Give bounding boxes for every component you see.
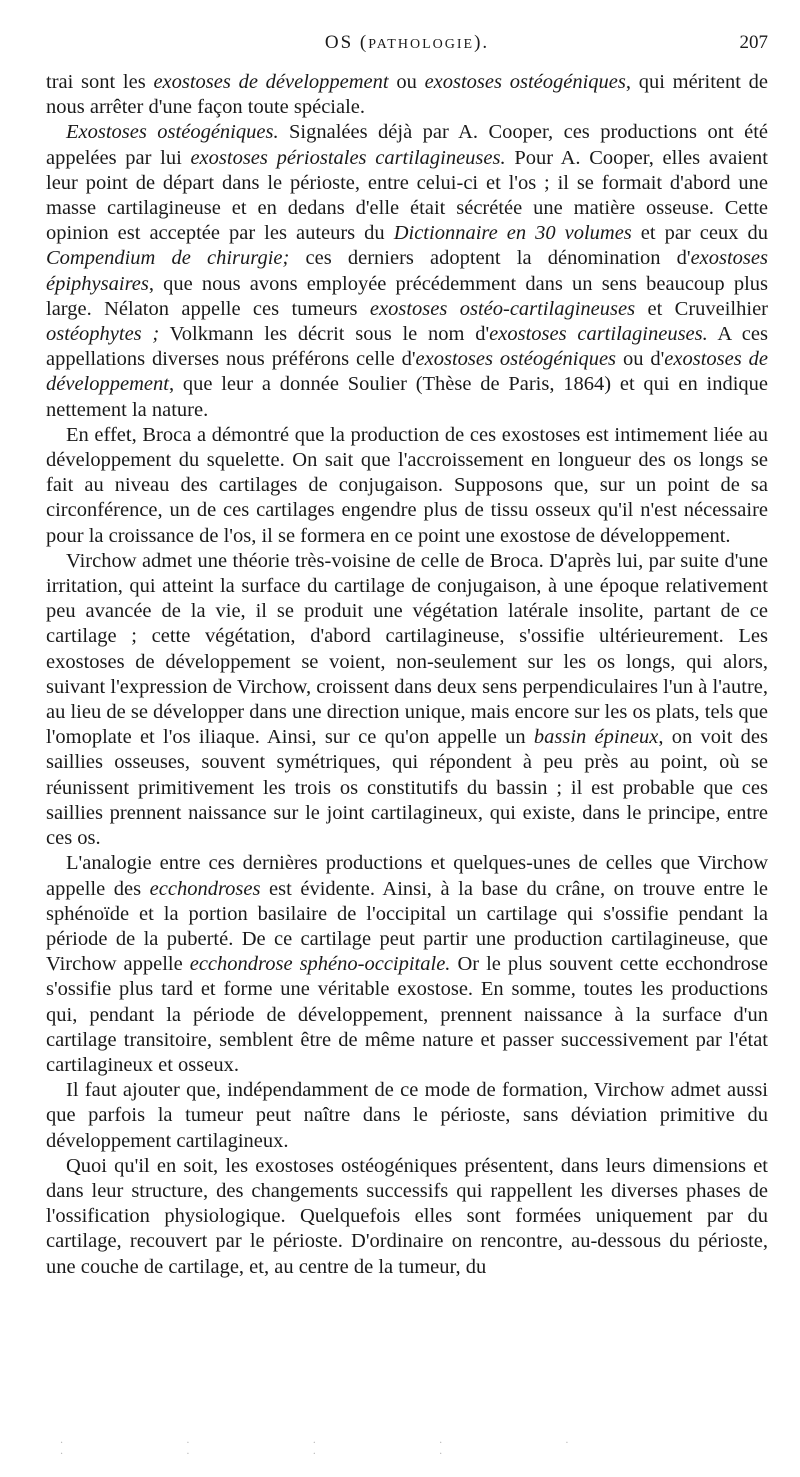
footer-scan-marks: · · · · · · · · · — [60, 1438, 629, 1460]
italic-run: exostoses ostéo-cartilagineuses — [369, 297, 636, 320]
paragraph — [46, 851, 768, 1078]
text-run: et Cruveilhier — [635, 297, 769, 320]
text-run: ces derniers adoptent la dénomination d' — [289, 247, 691, 270]
text-run: En effet, Broca a démontré que la production de ces exostoses est intimement liée au développement du squelette. On sait que l'accroissement en longueur des os longs se fait au niveau des cartilages de conjugaison. Supposons que, sur un point de sa circonférence, un de ces cartilages engendre plus de tissu osseux qu'il n'est nécessaire pour la croissance de l'os, il se formera en ce point une exostose de développement. — [46, 423, 768, 547]
body-text — [46, 70, 768, 1280]
text-run: ou d' — [616, 348, 665, 371]
paragraph — [46, 1154, 768, 1280]
italic-run: bassin épineux — [533, 726, 659, 749]
italic-run: exostoses ostéogéniques — [415, 348, 617, 371]
italic-run: Exostoses ostéogéniques. — [66, 121, 279, 144]
text-run: trai sont les — [46, 71, 154, 93]
italic-run: Compendium de chirurgie; — [46, 247, 290, 270]
text-run: Signalées déjà par A. Cooper, ces productions ont été appelées par lui — [46, 121, 768, 169]
paragraph — [46, 120, 768, 422]
paragraph — [46, 423, 768, 549]
paragraph — [46, 1078, 768, 1154]
text-run: L'analogie entre ces dernières productions et quelques-unes de celles que Virchow appelle des — [46, 852, 768, 900]
text-run: ou — [388, 71, 425, 93]
running-title-smallcaps: PATHOLOGIE — [368, 37, 475, 52]
running-title-main: OS ( — [324, 32, 369, 53]
text-run: , que leur a donnée Soulier (Thèse de Paris, 1864) et qui en indique nettement la nature. — [46, 373, 768, 421]
text-run: , on voit des saillies osseuses, souvent symétriques, qui répondent à peu près au point, où se réunissent primitivement les trois os constitutifs du bassin ; il est probable que ces saillies prennent naissance sur le joint cartilagineux, qui existe, dans le principe, entre ces os. — [46, 726, 769, 850]
italic-run: exostoses de développement — [153, 71, 389, 93]
text-run: Quoi qu'il en soit, les exostoses ostéogéniques présentent, dans leurs dimensions et dans leur structure, des changements successifs qui rappellent les diverses phases de l'ossification physiologique. Quelquefois elles sont formées uniquement par du cartilage, recouvert par le périoste. D'ordinaire on rencontre, au-dessous du périoste, une couche de cartilage, et, au centre de la tumeur, du — [46, 1154, 768, 1278]
text-run: , qui méritent de nous arrêter d'une façon toute spéciale. — [46, 71, 769, 119]
document-page — [46, 26, 768, 1280]
italic-run: exostoses périostales cartilagineuses. — [190, 146, 506, 169]
text-run: Il faut ajouter que, indépendamment de ce mode de formation, Virchow admet aussi que parfois la tumeur peut naître dans le périoste, sans déviation primitive du développement cartilagineux. — [46, 1079, 768, 1152]
page-header — [46, 26, 768, 60]
paragraph — [46, 549, 768, 851]
italic-run: ecchondrose sphéno-occipitale. — [189, 953, 451, 976]
text-run: Virchow admet une théorie très-voisine de celle de Broca. D'après lui, par suite d'une irritation, qui atteint la surface du cartilage de conjugaison, à une époque relativement peu avancée de la vie, il se produit une végétation latérale insolite, partant de ce cartilage ; cette végétation, d'abord cartilagineuse, s'ossifie ultérieurement. Les exostoses de développement se voient, non-seulement sur les os longs, qui alors, suivant l'expression de Virchow, croissent dans deux sens perpendiculaires l'un à l'autre, au lieu de se développer dans une direction unique, mais encore sur les os plats, tels que l'omoplate et l'os iliaque. Ainsi, sur ce qu'on appelle un — [46, 549, 768, 749]
italic-run: exostoses cartilagineuses. — [489, 323, 708, 346]
page-number: 207 — [739, 32, 768, 53]
text-run: est évidente. Ainsi, à la base du crâne, on trouve entre le sphénoïde et la portion basilaire de l'occipital un cartilage qui s'ossifie pendant la période de la puberté. De ce cartilage peut partir une production cartilagineuse, que Virchow appelle — [46, 877, 768, 976]
text-run: Or le plus souvent cette ecchondrose s'ossifie plus tard et forme une véritable exostose. En somme, toutes les productions qui, pendant la période de développement, prennent naissance à la surface d'un cartilage transitoire, semblent être de même nature et passer successivement par l'état cartilagineux et osseux. — [46, 953, 769, 1076]
text-run: , que nous avons employée précédemment dans un sens beaucoup plus large. Nélaton appelle ces tumeurs — [46, 272, 768, 320]
paragraph — [46, 70, 768, 120]
italic-run: exostoses ostéogéniques — [424, 71, 626, 93]
text-run: A ces appellations diverses nous préférons celle d' — [46, 323, 768, 371]
text-run: Pour A. Cooper, elles avaient leur point de départ dans le périoste, entre celui-ci et l'os ; il se formait d'abord une masse cartilagineuse et en dedans d'elle était sécrétée une matière osseuse. Cette opinion est acceptée par les auteurs du — [46, 146, 769, 245]
running-title-end: ). — [474, 32, 490, 53]
italic-run: ostéophytes ; — [46, 323, 160, 346]
running-title — [46, 32, 768, 54]
italic-run: Dictionnaire en 30 volumes — [393, 222, 632, 245]
italic-run: exostoses de développement — [46, 348, 768, 396]
text-run: et par ceux du — [631, 222, 769, 245]
italic-run: exostoses épiphysaires — [46, 247, 768, 295]
italic-run: ecchondroses — [149, 877, 261, 900]
text-run: Volkmann les décrit sous le nom d' — [159, 323, 490, 346]
